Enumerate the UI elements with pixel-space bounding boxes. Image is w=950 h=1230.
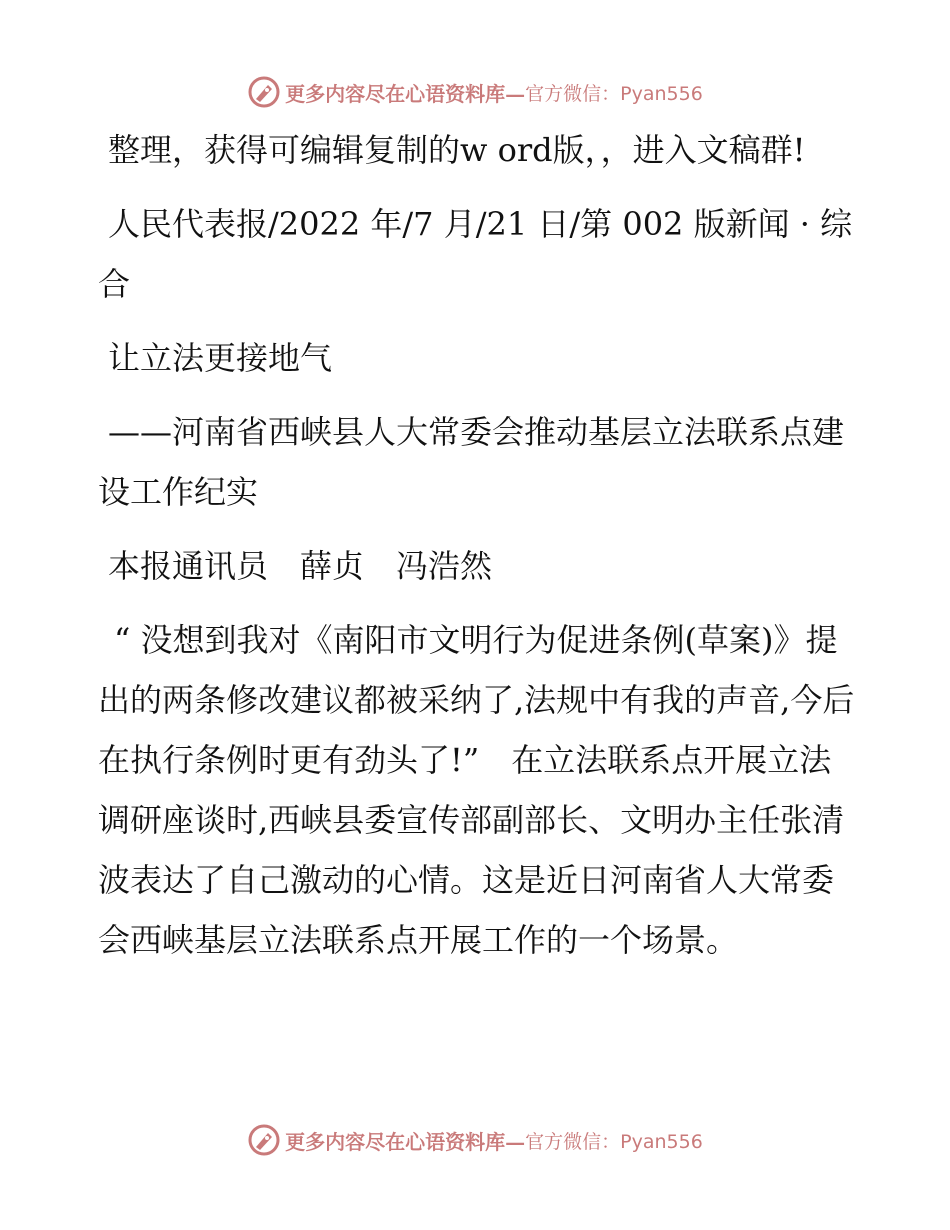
article-subtitle: ——河南省西峡县人大常委会推动基层立法联系点建设工作纪实 [98,413,845,511]
watermark-text: 更多内容尽在心语资料库— [285,1129,526,1154]
article-title: 让立法更接地气 [108,339,333,377]
watermark-header [0,72,950,112]
source-line: 人民代表报/2022 年/7 月/21 日/第 002 版新闻 · 综合 [98,205,853,303]
intro-paragraph: 整理，获得可编辑复制的w ord版，，进入文稿群! [108,131,806,169]
byline: 本报通讯员 薛贞 冯浩然 [108,547,493,585]
pen-nib-circle-icon [247,75,281,109]
body-paragraph: “ 没想到我对《南阳市文明行为促进条例(草案)》提出的两条修改建议都被采纳了,法规中有我的声音,今后在执行条例时更有劲头了!” 在立法联系点开展立法调研座谈时,西峡县委宣传部副部长、文明办主任张清波表达了自己激动的心情。这是近日河南省人大常委会西峡基层立法联系点开展工作的一个场景。 [98,621,855,959]
watermark-contact: 官方微信：Pyan556 [525,1130,703,1153]
watermark-footer [0,1120,950,1160]
document-body [98,120,858,984]
watermark-contact: 官方微信：Pyan556 [525,82,703,105]
pen-nib-circle-icon [247,1123,281,1157]
watermark-text: 更多内容尽在心语资料库— [285,81,526,106]
